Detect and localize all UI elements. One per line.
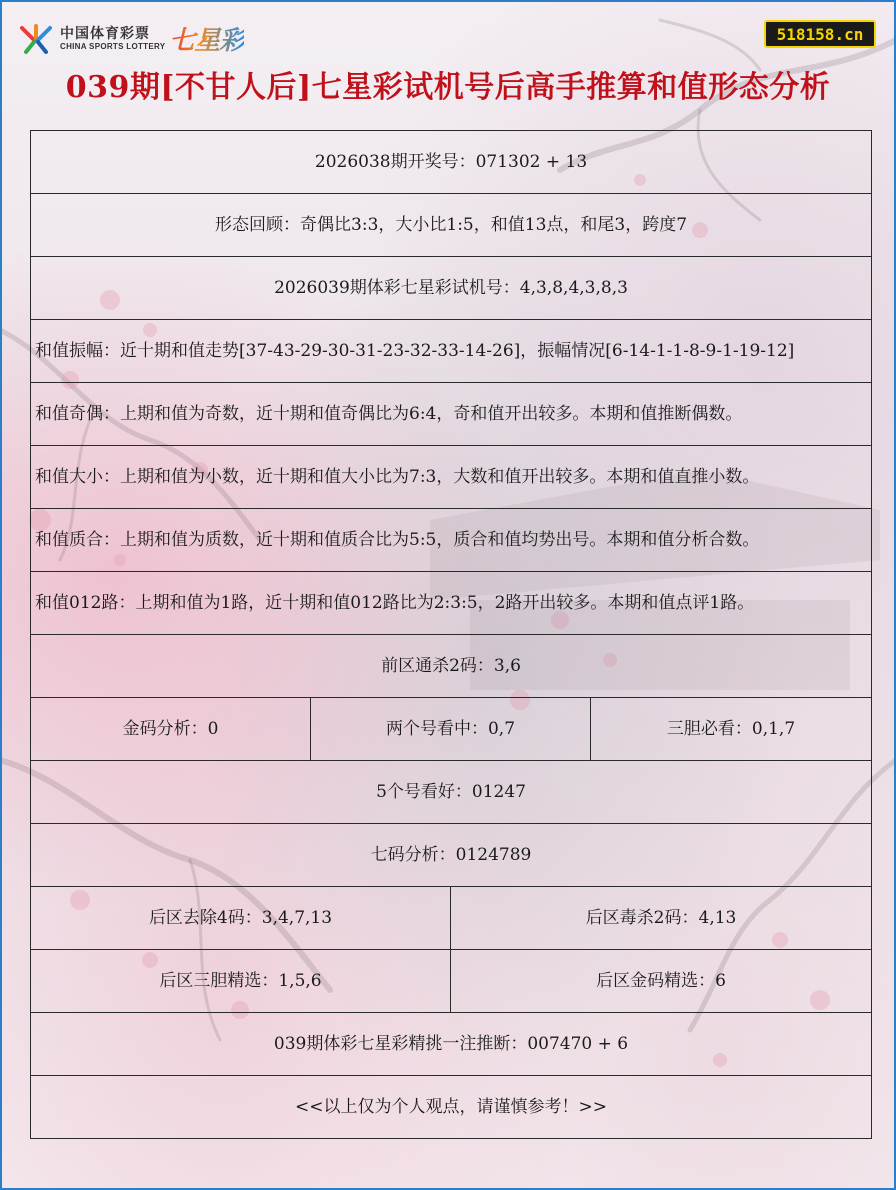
seven-code-cell: 七码分析：0124789 (31, 824, 872, 887)
front-kill-cell: 前区通杀2码：3,6 (31, 635, 872, 698)
table-row (31, 1013, 872, 1076)
disclaimer-cell: <<以上仅为个人观点，请谨慎参考！>> (31, 1076, 872, 1139)
back-kill-cell: 后区毒杀2码：4,13 (451, 887, 872, 950)
table-row (31, 698, 872, 761)
sum-012-route-cell: 和值012路：上期和值为1路，近十期和值012路比为2:3:5，2路开出较多。本期和值点评1路。 (31, 572, 872, 635)
logo-chinese-text: 中国体育彩票 (60, 24, 150, 41)
china-sports-lottery-logo (18, 18, 244, 58)
logo-english-text: CHINA SPORTS LOTTERY (60, 41, 166, 51)
table-row (31, 257, 872, 320)
table-row (31, 446, 872, 509)
pattern-review-cell: 形态回顾：奇偶比3:3，大小比1:5，和值13点，和尾3，跨度7 (31, 194, 872, 257)
five-pick-cell: 5个号看好：01247 (31, 761, 872, 824)
sum-odd-even-cell: 和值奇偶：上期和值为奇数，近十期和值奇偶比为6:4，奇和值开出较多。本期和值推断偶数。 (31, 383, 872, 446)
lottery-mark-icon (18, 20, 54, 56)
back-gold-cell: 后区金码精选：6 (451, 950, 872, 1013)
table-row (31, 950, 872, 1013)
table-row (31, 509, 872, 572)
qixingcai-logo-text: 七星彩 (169, 20, 244, 57)
table-row (31, 635, 872, 698)
site-badge: 518158.cn (764, 20, 876, 48)
gold-code-cell: 金码分析：0 (31, 698, 311, 761)
back-remove-cell: 后区去除4码：3,4,7,13 (31, 887, 451, 950)
sum-amplitude-cell: 和值振幅：近十期和值走势[37-43-29-30-31-23-32-33-14-26]，振幅情况[6-14-1-1-8-9-1-19-12] (31, 320, 872, 383)
table-row (31, 824, 872, 887)
table-row (31, 572, 872, 635)
analysis-table (30, 130, 872, 1139)
two-pick-cell: 两个号看中：0,7 (311, 698, 591, 761)
three-dan-cell: 三胆必看：0,1,7 (591, 698, 872, 761)
draw-result-cell: 2026038期开奖号：071302 + 13 (31, 131, 872, 194)
table-row (31, 1076, 872, 1139)
table-row (31, 383, 872, 446)
table-row (31, 887, 872, 950)
sum-prime-composite-cell: 和值质合：上期和值为质数，近十期和值质合比为5:5，质合和值均势出号。本期和值分析合数。 (31, 509, 872, 572)
sum-big-small-cell: 和值大小：上期和值为小数，近十期和值大小比为7:3，大数和值开出较多。本期和值直推小数。 (31, 446, 872, 509)
table-row (31, 131, 872, 194)
table-row (31, 320, 872, 383)
table-row (31, 194, 872, 257)
final-pick-cell: 039期体彩七星彩精挑一注推断：007470 + 6 (31, 1013, 872, 1076)
page-title: 039期[不甘人后]七星彩试机号后高手推算和值形态分析 (65, 70, 831, 105)
table-row (31, 761, 872, 824)
back-three-dan-cell: 后区三胆精选：1,5,6 (31, 950, 451, 1013)
trial-number-cell: 2026039期体彩七星彩试机号：4,3,8,4,3,8,3 (31, 257, 872, 320)
